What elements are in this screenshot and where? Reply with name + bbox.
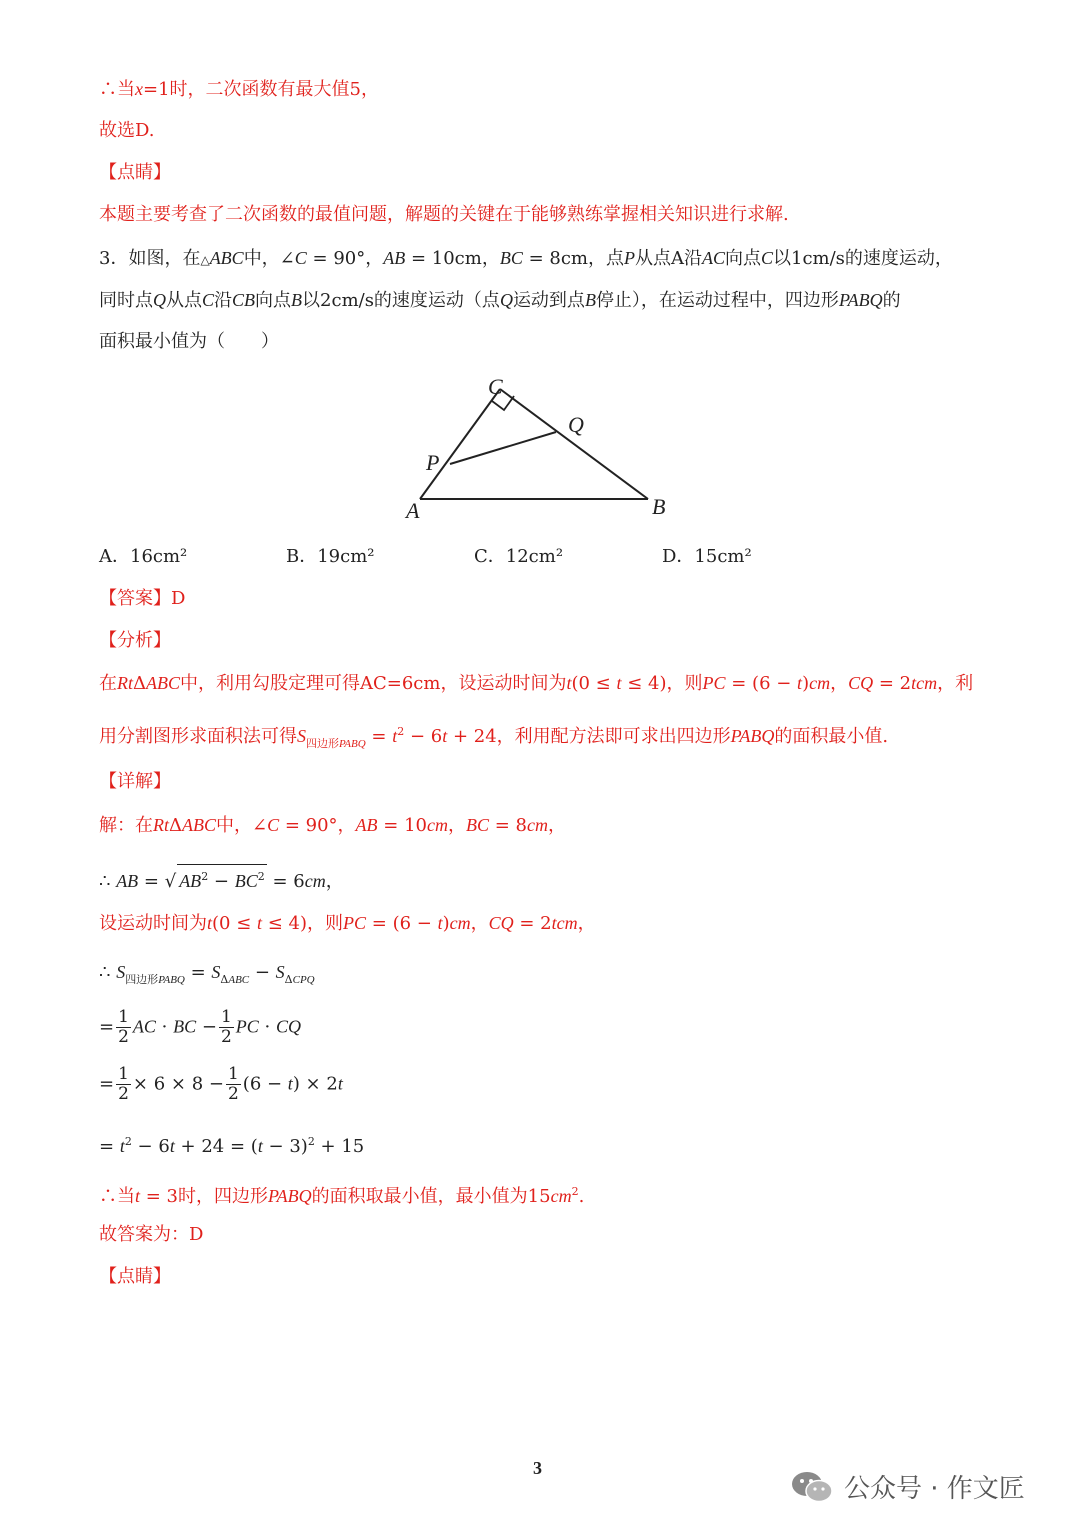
jie-line-6: = $\frac{1}{2}$ × 6 × 8 − $\frac{1}{2}$ (6 − t) × 2t xyxy=(99,1064,343,1104)
fenxi-line-2: 用分割图形求面积法可得$S_{四边形PABQ} = t^2 - 6t + 24$，利用配方法即可求出四边形PABQ的面积最小值. xyxy=(99,725,889,750)
side-ac xyxy=(420,389,500,499)
label-c: C xyxy=(488,374,503,399)
jie-line-1: 解：在RtΔABC中，∠C = 90°，AB = 10cm，BC = 8cm， xyxy=(99,815,566,836)
question-3-line-2: 同时点Q从点C沿CB向点B以2cm/s的速度运动（点Q运动到点B停止），在运动过程中，四边形PABQ的 xyxy=(99,290,901,311)
label-p: P xyxy=(426,450,440,475)
jie-line-2: ∴ AB = √ $AB^2 - BC^2 = 6cm$， xyxy=(99,864,344,894)
wechat-icon xyxy=(790,1470,834,1504)
summary-line: 本题主要考查了二次函数的最值问题，解题的关键在于能够熟练掌握相关知识进行求解. xyxy=(99,204,789,225)
choice-a: A．16cm² xyxy=(99,546,188,567)
dianjing-heading-2: 【点睛】 xyxy=(99,1266,171,1287)
watermark-text: 公众号 · 作文匠 xyxy=(844,1474,1025,1504)
dianjing-heading-1: 【点睛】 xyxy=(99,162,171,183)
page-number: 3 xyxy=(533,1458,542,1478)
choice-c: C．12cm² xyxy=(474,546,564,567)
jie-line-5: = $\frac{1}{2}$ AC · BC − $\frac{1}{2}$ PC · CQ xyxy=(99,1007,301,1047)
fenxi-heading: 【分析】 xyxy=(99,630,171,651)
label-b: B xyxy=(652,494,666,519)
side-cb xyxy=(500,389,648,499)
choice-b: B．19cm² xyxy=(286,546,375,567)
label-a: A xyxy=(406,498,420,522)
jie-line-3: 设运动时间为t(0 ≤ t ≤ 4)，则PC = (6 − t)cm，CQ = 2tcm， xyxy=(99,913,596,934)
fenxi-line-1: 在RtΔABC中，利用勾股定理可得AC=6cm，设运动时间为t(0 ≤ t ≤ 4)，则PC = (6 − t)cm，CQ = 2tcm，利 xyxy=(99,673,974,694)
jie-line-4: ∴ $S_{四边形PABQ} = S_{\Delta ABC} - S_{\Delta CPQ}$ xyxy=(99,962,315,986)
label-q: Q xyxy=(568,412,584,437)
jie-line-7: = $t^2 - 6t + 24 = (t - 3)^2 + 15$ xyxy=(99,1135,365,1157)
xiangjie-heading: 【详解】 xyxy=(99,771,171,792)
final-answer-line: 故答案为：D xyxy=(99,1224,204,1245)
answer-line: 【答案】D xyxy=(99,588,186,609)
jie-line-8: ∴当t = 3时，四边形PABQ的面积取最小值，最小值为$15cm^2$. xyxy=(99,1185,585,1207)
conclusion-line: ∴当x=1时，二次函数有最大值5， xyxy=(99,79,379,100)
question-3-line-1: 3．如图，在△ABC中，∠C = 90°，AB = 10cm，BC = 8cm，点P从点A沿AC向点C以1cm/s的速度运动， xyxy=(99,248,953,269)
question-3-line-3: 面积最小值为（ ） xyxy=(99,331,279,352)
watermark xyxy=(790,1468,1025,1505)
choice-line: 故选D. xyxy=(99,120,155,141)
triangle-figure xyxy=(400,372,690,522)
choice-d: D．15cm² xyxy=(662,546,752,567)
